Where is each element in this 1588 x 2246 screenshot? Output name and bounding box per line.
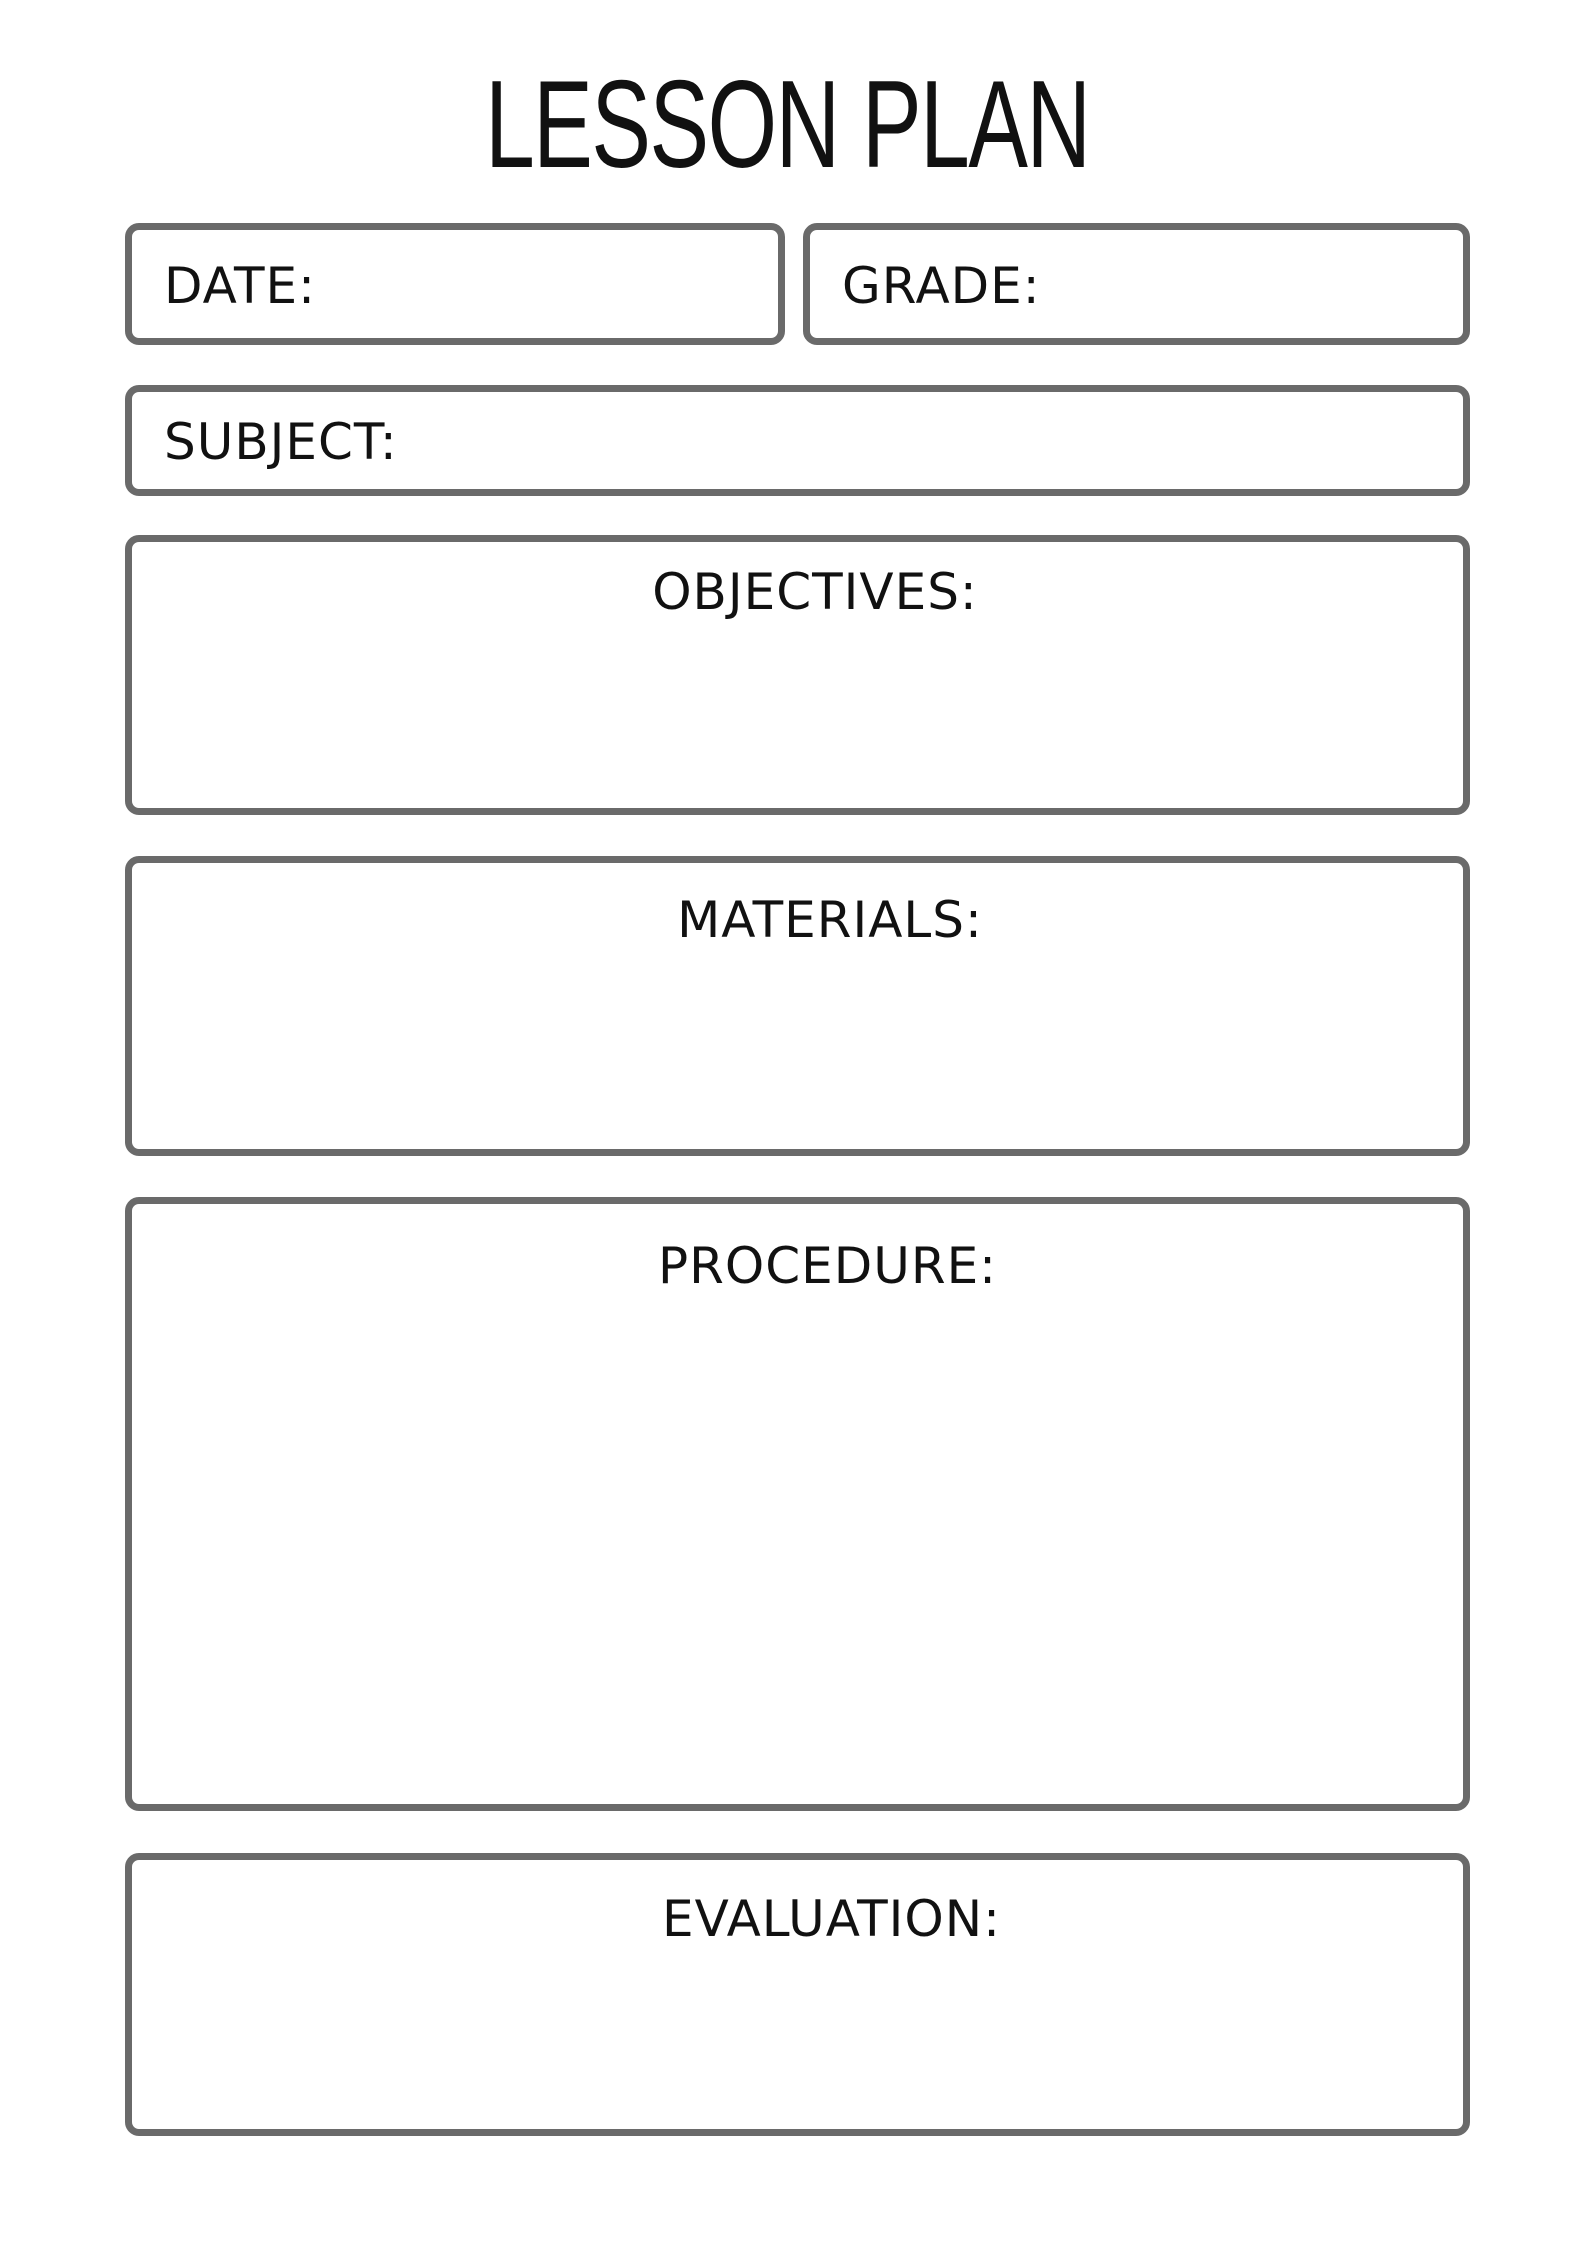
date-box[interactable]	[125, 223, 785, 345]
materials-label: MATERIALS:	[677, 891, 983, 949]
objectives-label: OBJECTIVES:	[652, 563, 978, 621]
grade-label: GRADE:	[842, 257, 1041, 315]
evaluation-label: EVALUATION:	[662, 1890, 1001, 1948]
evaluation-box[interactable]	[125, 1853, 1470, 2136]
objectives-box[interactable]	[125, 535, 1470, 815]
page-title: LESSON PLAN	[485, 56, 1090, 194]
procedure-label: PROCEDURE:	[657, 1237, 998, 1295]
subject-box[interactable]	[125, 385, 1470, 496]
grade-box[interactable]	[803, 223, 1470, 345]
date-label: DATE:	[164, 257, 316, 315]
materials-box[interactable]	[125, 856, 1470, 1156]
subject-label: SUBJECT:	[164, 413, 398, 471]
procedure-box[interactable]	[125, 1197, 1470, 1811]
